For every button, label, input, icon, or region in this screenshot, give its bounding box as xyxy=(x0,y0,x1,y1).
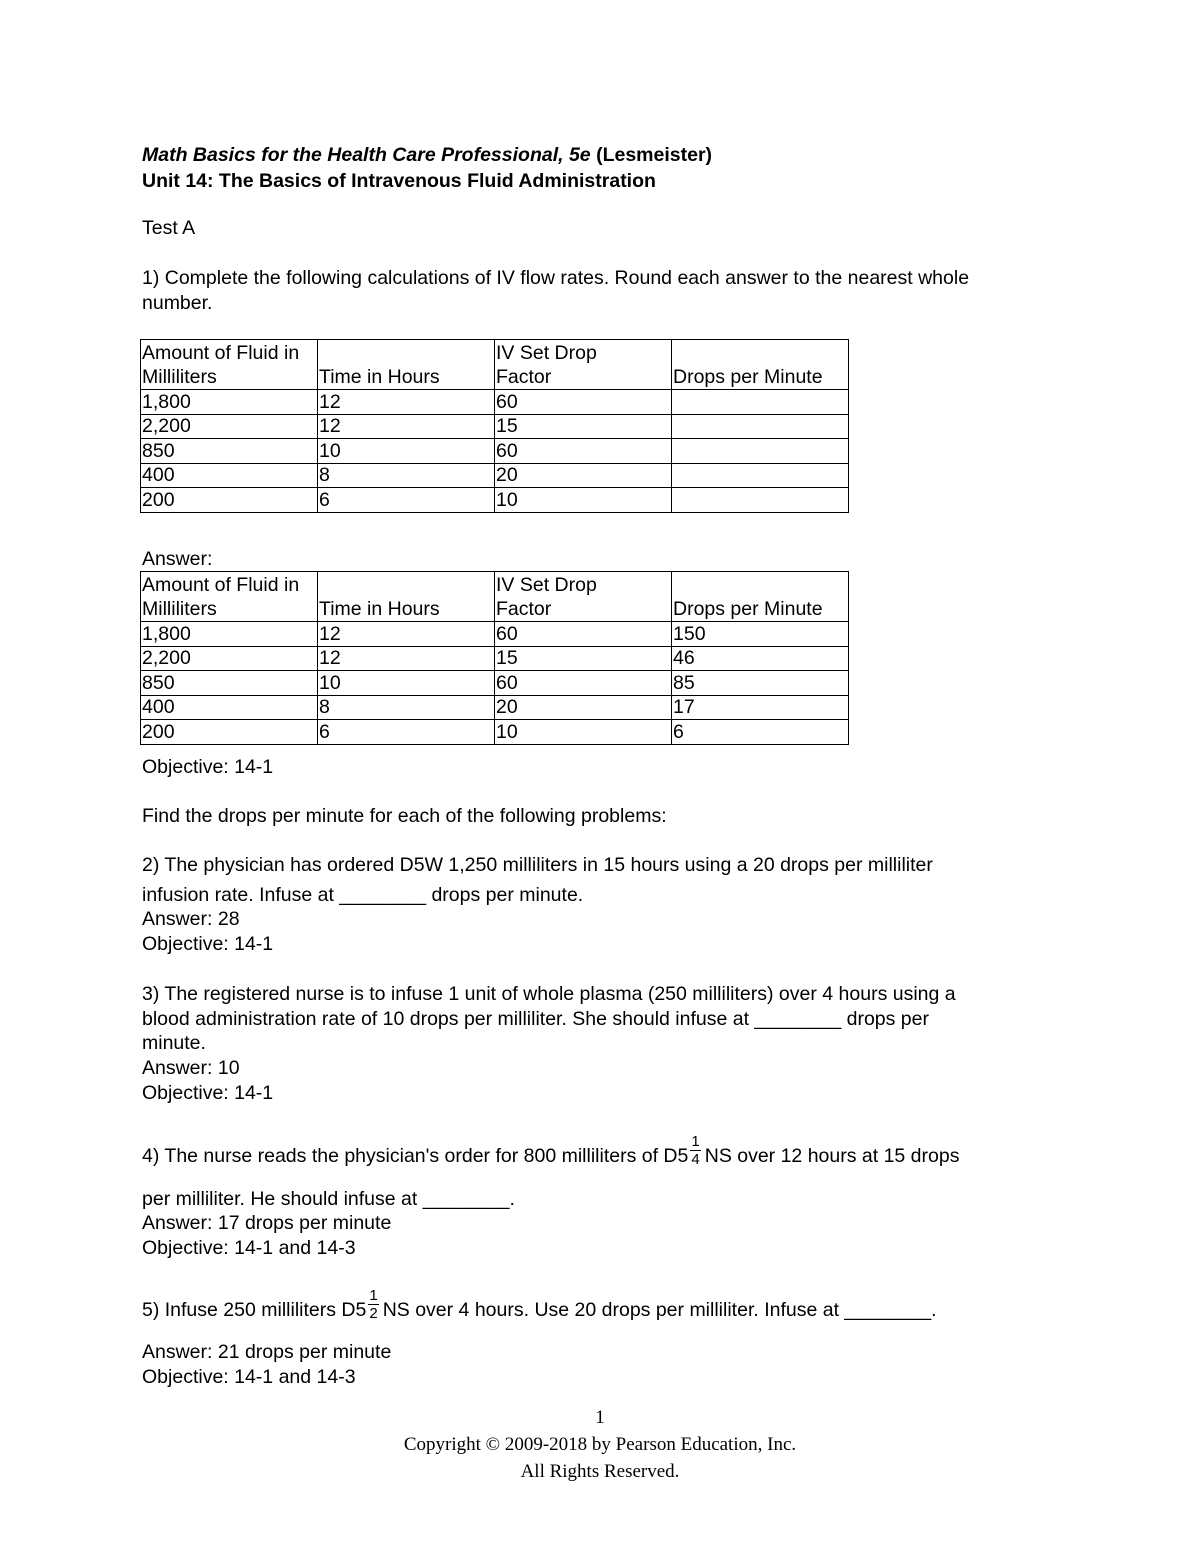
instruction-text: Find the drops per minute for each of the following problems: xyxy=(142,805,667,827)
table-row xyxy=(141,439,849,464)
table-cell: 15 xyxy=(495,414,672,439)
q4-line1: 4) The nurse reads the physician's order for 800 milliliters of D5 $\frac{1}{4}$ NS over 12 hours at 15 drops xyxy=(142,1133,960,1169)
table-cell: 6 xyxy=(318,720,495,745)
book-title: Math Basics for the Health Care Professional xyxy=(142,144,559,166)
book-edition: , 5e xyxy=(558,144,591,166)
table-row xyxy=(141,671,849,696)
table-cell-blank xyxy=(672,463,849,488)
answer-cell: 46 xyxy=(672,646,849,671)
table-cell: 2,200 xyxy=(141,414,318,439)
table-cell: 12 xyxy=(318,622,495,647)
table-cell: 10 xyxy=(495,488,672,513)
column-header: Time in Hours xyxy=(318,572,495,622)
q1-answer-label: Answer: xyxy=(142,548,213,570)
table-cell: 850 xyxy=(141,671,318,696)
table-cell-blank xyxy=(672,414,849,439)
table-cell: 200 xyxy=(141,488,318,513)
q3-line2: blood administration rate of 10 drops per milliliter. She should infuse at ________ drops per xyxy=(142,1008,929,1030)
column-header: Amount of Fluid in Milliliters xyxy=(141,572,318,622)
table-cell: 8 xyxy=(318,463,495,488)
q1-objective: Objective: 14-1 xyxy=(142,756,274,778)
table-header-row xyxy=(141,572,849,622)
table-cell: 60 xyxy=(495,390,672,415)
q5-answer: Answer: 21 drops per minute xyxy=(142,1341,392,1363)
table-cell: 1,800 xyxy=(141,390,318,415)
table-cell: 1,800 xyxy=(141,622,318,647)
q2-objective: Objective: 14-1 xyxy=(142,933,274,955)
fraction-one-half: $\frac{1}{2}$ xyxy=(369,1287,378,1323)
table-cell: 12 xyxy=(318,390,495,415)
column-header: Drops per Minute xyxy=(672,572,849,622)
test-label: Test A xyxy=(142,217,196,239)
table-cell: 400 xyxy=(141,463,318,488)
table-cell: 10 xyxy=(495,720,672,745)
column-header: Amount of Fluid in Milliliters xyxy=(141,340,318,390)
subscript: 5 xyxy=(355,1299,367,1321)
table-cell: 8 xyxy=(318,695,495,720)
q5-line1: 5) Infuse 250 milliliters D5 $\frac{1}{2}$ NS over 4 hours. Use 20 drops per milliliter. Infuse at ________. xyxy=(142,1287,937,1323)
q4-answer: Answer: 17 drops per minute xyxy=(142,1212,392,1234)
q3-line1: 3) The registered nurse is to infuse 1 unit of whole plasma (250 milliliters) over 4 hours using a xyxy=(142,983,956,1005)
rights-notice: All Rights Reserved. xyxy=(520,1461,680,1482)
book-citation xyxy=(142,142,712,168)
table-cell: 12 xyxy=(318,646,495,671)
table-cell-blank xyxy=(672,439,849,464)
table-cell-blank xyxy=(672,488,849,513)
copyright-notice: Copyright © 2009-2018 by Pearson Education, Inc. xyxy=(403,1434,797,1455)
table-cell: 20 xyxy=(495,695,672,720)
q1-prompt-line2: number. xyxy=(142,292,213,314)
q2-line2: infusion rate. Infuse at ________ drops per minute. xyxy=(142,884,584,906)
q5-objective: Objective: 14-1 and 14-3 xyxy=(142,1366,356,1388)
q4-line2: per milliliter. He should infuse at ________. xyxy=(142,1188,515,1210)
table-cell: 60 xyxy=(495,622,672,647)
book-author: (Lesmeister) xyxy=(590,144,713,166)
q3-answer: Answer: 10 xyxy=(142,1057,240,1079)
answer-cell: 150 xyxy=(672,622,849,647)
fraction-one-quarter: $\frac{1}{4}$ xyxy=(691,1133,700,1169)
answer-cell: 85 xyxy=(672,671,849,696)
q4-objective: Objective: 14-1 and 14-3 xyxy=(142,1237,356,1259)
q1-prompt-line1: 1) Complete the following calculations of IV flow rates. Round each answer to the nearest whole xyxy=(142,267,970,289)
table-cell: 10 xyxy=(318,439,495,464)
answer-cell: 6 xyxy=(672,720,849,745)
table-row xyxy=(141,646,849,671)
subscript: 5 xyxy=(413,854,425,876)
q1-answer-table xyxy=(140,571,849,745)
table-cell: 10 xyxy=(318,671,495,696)
table-cell: 15 xyxy=(495,646,672,671)
table-cell: 12 xyxy=(318,414,495,439)
table-cell-blank xyxy=(672,390,849,415)
table-cell: 200 xyxy=(141,720,318,745)
table-cell: 60 xyxy=(495,439,672,464)
table-cell: 400 xyxy=(141,695,318,720)
q2-line1: 2) The physician has ordered D5W 1,250 milliliters in 15 hours using a 20 drops per milliliter xyxy=(142,854,933,876)
table-cell: 2,200 xyxy=(141,646,318,671)
column-header: IV Set Drop Factor xyxy=(495,340,672,390)
document-header xyxy=(142,142,712,194)
q2-answer: Answer: 28 xyxy=(142,908,240,930)
table-row xyxy=(141,695,849,720)
table-row xyxy=(141,414,849,439)
answer-cell: 17 xyxy=(672,695,849,720)
column-header: Time in Hours xyxy=(318,340,495,390)
table-row xyxy=(141,488,849,513)
page-number: 1 xyxy=(595,1407,605,1428)
table-row xyxy=(141,622,849,647)
table-row xyxy=(141,390,849,415)
unit-title: Unit 14: The Basics of Intravenous Fluid Administration xyxy=(142,170,656,192)
subscript: 5 xyxy=(677,1145,689,1167)
table-header-row xyxy=(141,340,849,390)
table-row xyxy=(141,720,849,745)
column-header: IV Set Drop Factor xyxy=(495,572,672,622)
q3-objective: Objective: 14-1 xyxy=(142,1082,274,1104)
table-row xyxy=(141,463,849,488)
q3-line3: minute. xyxy=(142,1032,206,1054)
column-header: Drops per Minute xyxy=(672,340,849,390)
page-footer xyxy=(0,1404,1200,1485)
table-cell: 20 xyxy=(495,463,672,488)
table-cell: 6 xyxy=(318,488,495,513)
table-cell: 850 xyxy=(141,439,318,464)
table-cell: 60 xyxy=(495,671,672,696)
q1-problem-table xyxy=(140,339,849,513)
